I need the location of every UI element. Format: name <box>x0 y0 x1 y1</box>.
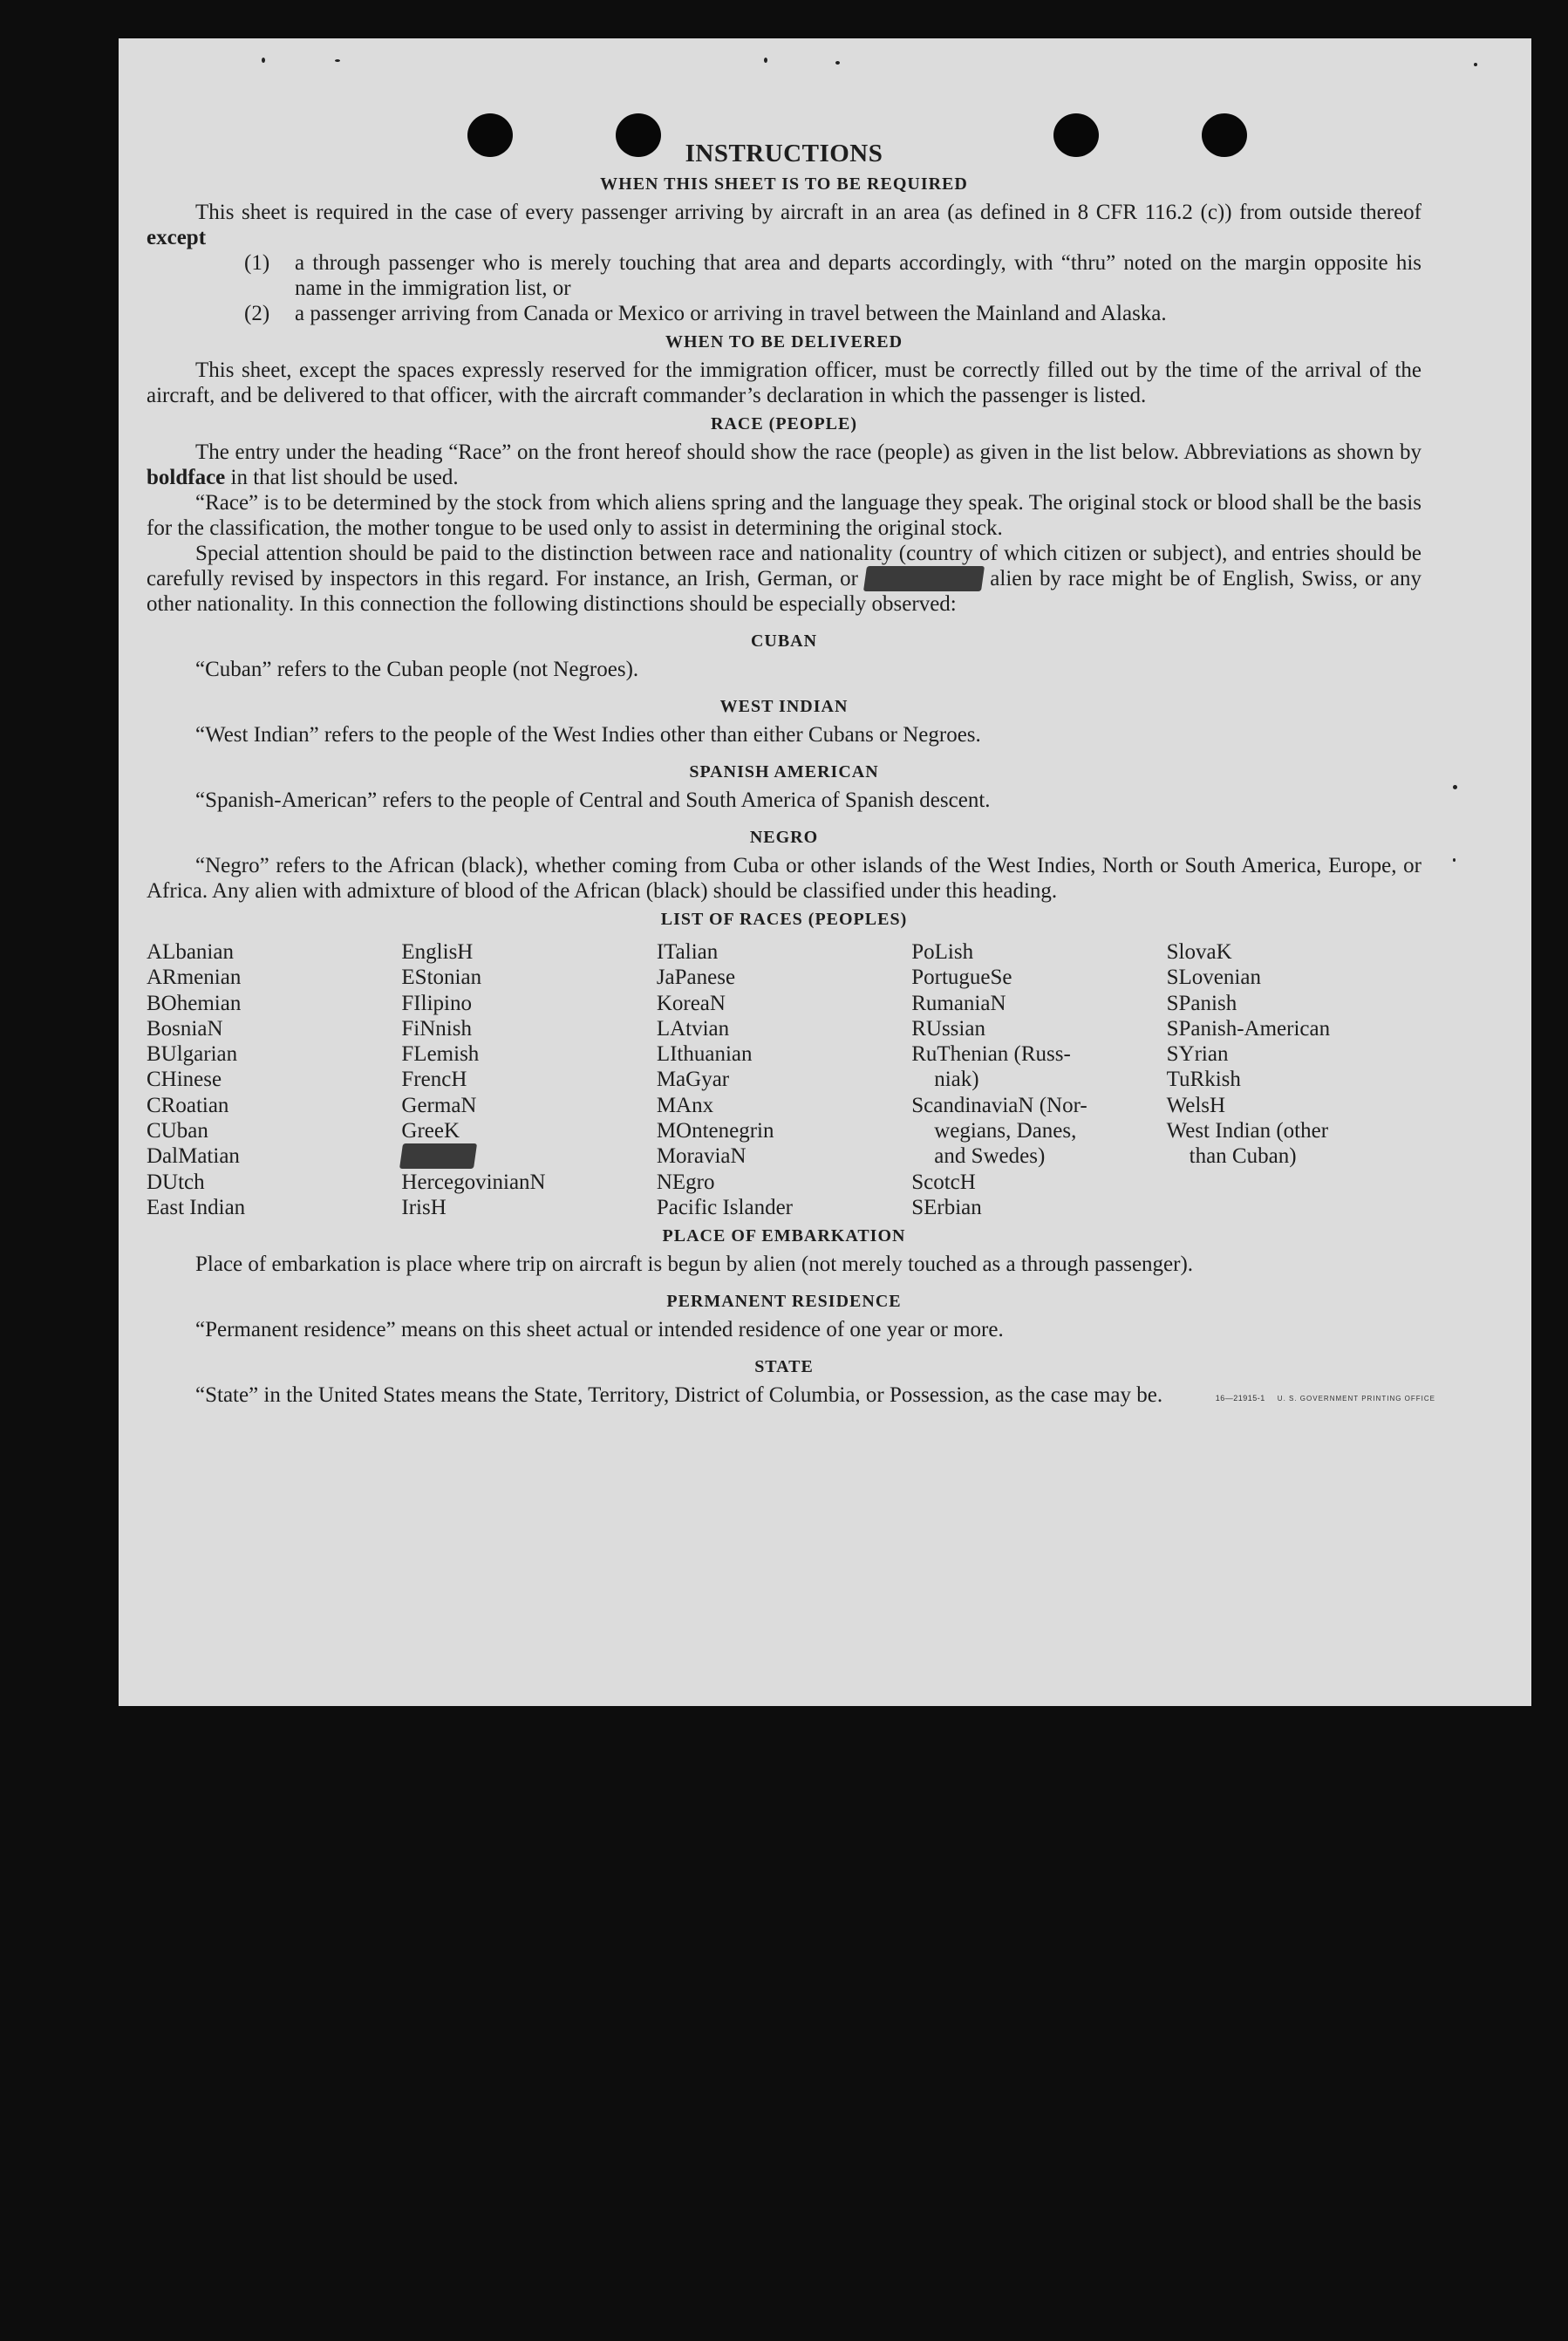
race-item: CUban <box>147 1119 208 1143</box>
paragraph-cuban: “Cuban” refers to the Cuban people (not Negroes). <box>195 658 639 681</box>
race-item: LAtvian <box>656 1016 730 1041</box>
heading-embarkation: PLACE OF EMBARKATION <box>662 1226 906 1246</box>
heading-negro: NEGRO <box>749 828 819 847</box>
race-item: East Indian <box>147 1195 246 1219</box>
race-item: niak) <box>934 1068 979 1092</box>
race-item: and Swedes) <box>934 1144 1046 1169</box>
race-item: FiNnish <box>401 1016 472 1041</box>
page-title: INSTRUCTIONS <box>685 140 883 167</box>
race-item: SLovenian <box>1166 966 1261 990</box>
paragraph-race-1: The entry under the heading “Race” on the front hereof should show the race (people) as given in the list below. Abbreviations as shown by boldface in that list should be used. <box>147 440 1421 489</box>
race-item: West Indian (other <box>1166 1119 1329 1143</box>
race-item: MaGyar <box>656 1068 730 1092</box>
races-list <box>147 939 1421 1220</box>
paragraph-west-indian: “West Indian” refers to the people of the West Indies other than either Cubans or Negroes. <box>195 723 981 747</box>
race-item: ScandinaviaN (Nor- <box>911 1093 1087 1117</box>
races-column <box>147 939 401 1220</box>
races-column <box>1167 939 1421 1220</box>
race-item: than Cuban) <box>1189 1144 1297 1169</box>
paragraph-state: “State” in the United States means the State, Territory, District of Columbia, or Possession, as the case may be. <box>195 1383 1163 1408</box>
race-item: NEgro <box>656 1170 715 1194</box>
exception-item: (2) a passenger arriving from Canada or Mexico or arriving in travel between the Mainland and Alaska. <box>244 302 1167 325</box>
redacted-word <box>863 566 985 591</box>
race-item: EStonian <box>401 966 482 990</box>
race-item: MoraviaN <box>656 1144 747 1169</box>
heading-race: RACE (PEOPLE) <box>711 414 857 433</box>
race-item: ALbanian <box>147 940 234 964</box>
paragraph-spanish-american: “Spanish-American” refers to the people of Central and South America of Spanish descent. <box>195 788 991 812</box>
races-column <box>401 939 656 1220</box>
race-item: FLemish <box>401 1042 480 1067</box>
heading-spanish-american: SPANISH AMERICAN <box>689 762 879 781</box>
race-item: MOntenegrin <box>656 1119 774 1143</box>
race-item: RUssian <box>911 1016 985 1041</box>
state-footer-row <box>147 1382 1435 1408</box>
race-item: HercegovinianN <box>401 1170 546 1194</box>
paragraph-when-delivered: This sheet, except the spaces expressly reserved for the immigration officer, must be correctly filled out by the time of the arrival of the aircraft, and be delivered to that officer, with the aircraft commander’s declaration in which the passenger is listed. <box>147 358 1421 407</box>
race-item: GreeK <box>401 1119 460 1143</box>
race-item: RumaniaN <box>911 991 1006 1015</box>
race-item: DalMatian <box>147 1144 240 1169</box>
redacted-word <box>399 1143 477 1169</box>
race-item: MAnx <box>656 1093 714 1117</box>
heading-when-delivered: WHEN TO BE DELIVERED <box>665 332 903 351</box>
race-item: CRoatian <box>147 1093 229 1117</box>
paragraph-race-2: “Race” is to be determined by the stock from which aliens spring and the language they speak. The original stock or blood shall be the basis for the classification, the mother tongue to be used only to assist in determining the original stock. <box>147 491 1421 540</box>
race-item: LIthuanian <box>656 1042 753 1067</box>
race-item: PortugueSe <box>911 966 1012 990</box>
race-item: FrencH <box>401 1068 467 1092</box>
race-item: TuRkish <box>1166 1068 1241 1092</box>
heading-when-required: WHEN THIS SHEET IS TO BE REQUIRED <box>600 174 968 194</box>
instructions-body <box>147 140 1435 1408</box>
paragraph-race-3: Special attention should be paid to the distinction between race and nationality (country of which citizen or subject), and entries should be carefully revised by inspectors in this regard. For instance, an Irish, German, or alien by race might be of English, Swiss, or any other nationality. In this connection the following distinctions should be especially observed: <box>147 542 1422 616</box>
race-item: DUtch <box>147 1170 205 1194</box>
race-item: ITalian <box>656 940 719 964</box>
exception-item: (1) a through passenger who is merely touching that area and departs accordingly, with “thru” noted on the margin opposite his name in the immigration list, or <box>244 251 1421 300</box>
race-item: SPanish-American <box>1166 1016 1331 1041</box>
heading-cuban: CUBAN <box>750 631 818 651</box>
race-item: WelsH <box>1166 1093 1226 1117</box>
paragraph-negro: “Negro” refers to the African (black), whether coming from Cuba or other islands of the West Indies, North or South America, Europe, or Africa. Any alien with admixture of blood of the African (black) should be classified under this heading. <box>147 854 1421 903</box>
race-item: GermaN <box>401 1093 477 1117</box>
race-item: PoLish <box>911 940 974 964</box>
race-item: KoreaN <box>656 991 726 1015</box>
race-item: ScotcH <box>911 1170 976 1194</box>
race-item: BosniaN <box>147 1016 223 1041</box>
race-item: wegians, Danes, <box>934 1119 1077 1143</box>
race-item: EnglisH <box>401 940 474 964</box>
heading-permanent-residence: PERMANENT RESIDENCE <box>666 1292 902 1312</box>
paragraph-embarkation: Place of embarkation is place where trip on aircraft is begun by alien (not merely touched as a through passenger). <box>195 1252 1194 1277</box>
races-column <box>911 939 1166 1220</box>
race-item: FIlipino <box>401 991 472 1015</box>
race-item: ARmenian <box>147 966 242 990</box>
race-item: Pacific Islander <box>656 1195 793 1219</box>
race-item: SErbian <box>911 1195 982 1219</box>
race-item: SYrian <box>1166 1042 1229 1067</box>
race-item <box>401 1143 656 1169</box>
race-item: RuThenian (Russ- <box>911 1042 1071 1067</box>
race-item: CHinese <box>147 1068 222 1092</box>
race-item: BOhemian <box>147 991 242 1015</box>
paragraph-when-required: This sheet is required in the case of every passenger arriving by aircraft in an area (as defined in 8 CFR 116.2 (c)) from outside thereof except <box>147 201 1421 249</box>
race-item: IrisH <box>401 1195 447 1219</box>
race-item: JaPanese <box>656 966 736 990</box>
heading-list-of-races: LIST OF RACES (PEOPLES) <box>660 910 908 929</box>
race-item: SPanish <box>1166 991 1237 1015</box>
paragraph-permanent-residence: “Permanent residence” means on this sheet actual or intended residence of one year or more. <box>195 1318 1004 1342</box>
document-sheet <box>119 38 1531 1706</box>
print-code: 16—21915-1 U. S. GOVERNMENT PRINTING OFFICE <box>1215 1394 1435 1403</box>
race-item: SlovaK <box>1166 940 1232 964</box>
races-column <box>657 939 911 1220</box>
race-item: BUlgarian <box>147 1042 238 1067</box>
heading-state: STATE <box>754 1357 814 1377</box>
heading-west-indian: WEST INDIAN <box>719 697 849 716</box>
